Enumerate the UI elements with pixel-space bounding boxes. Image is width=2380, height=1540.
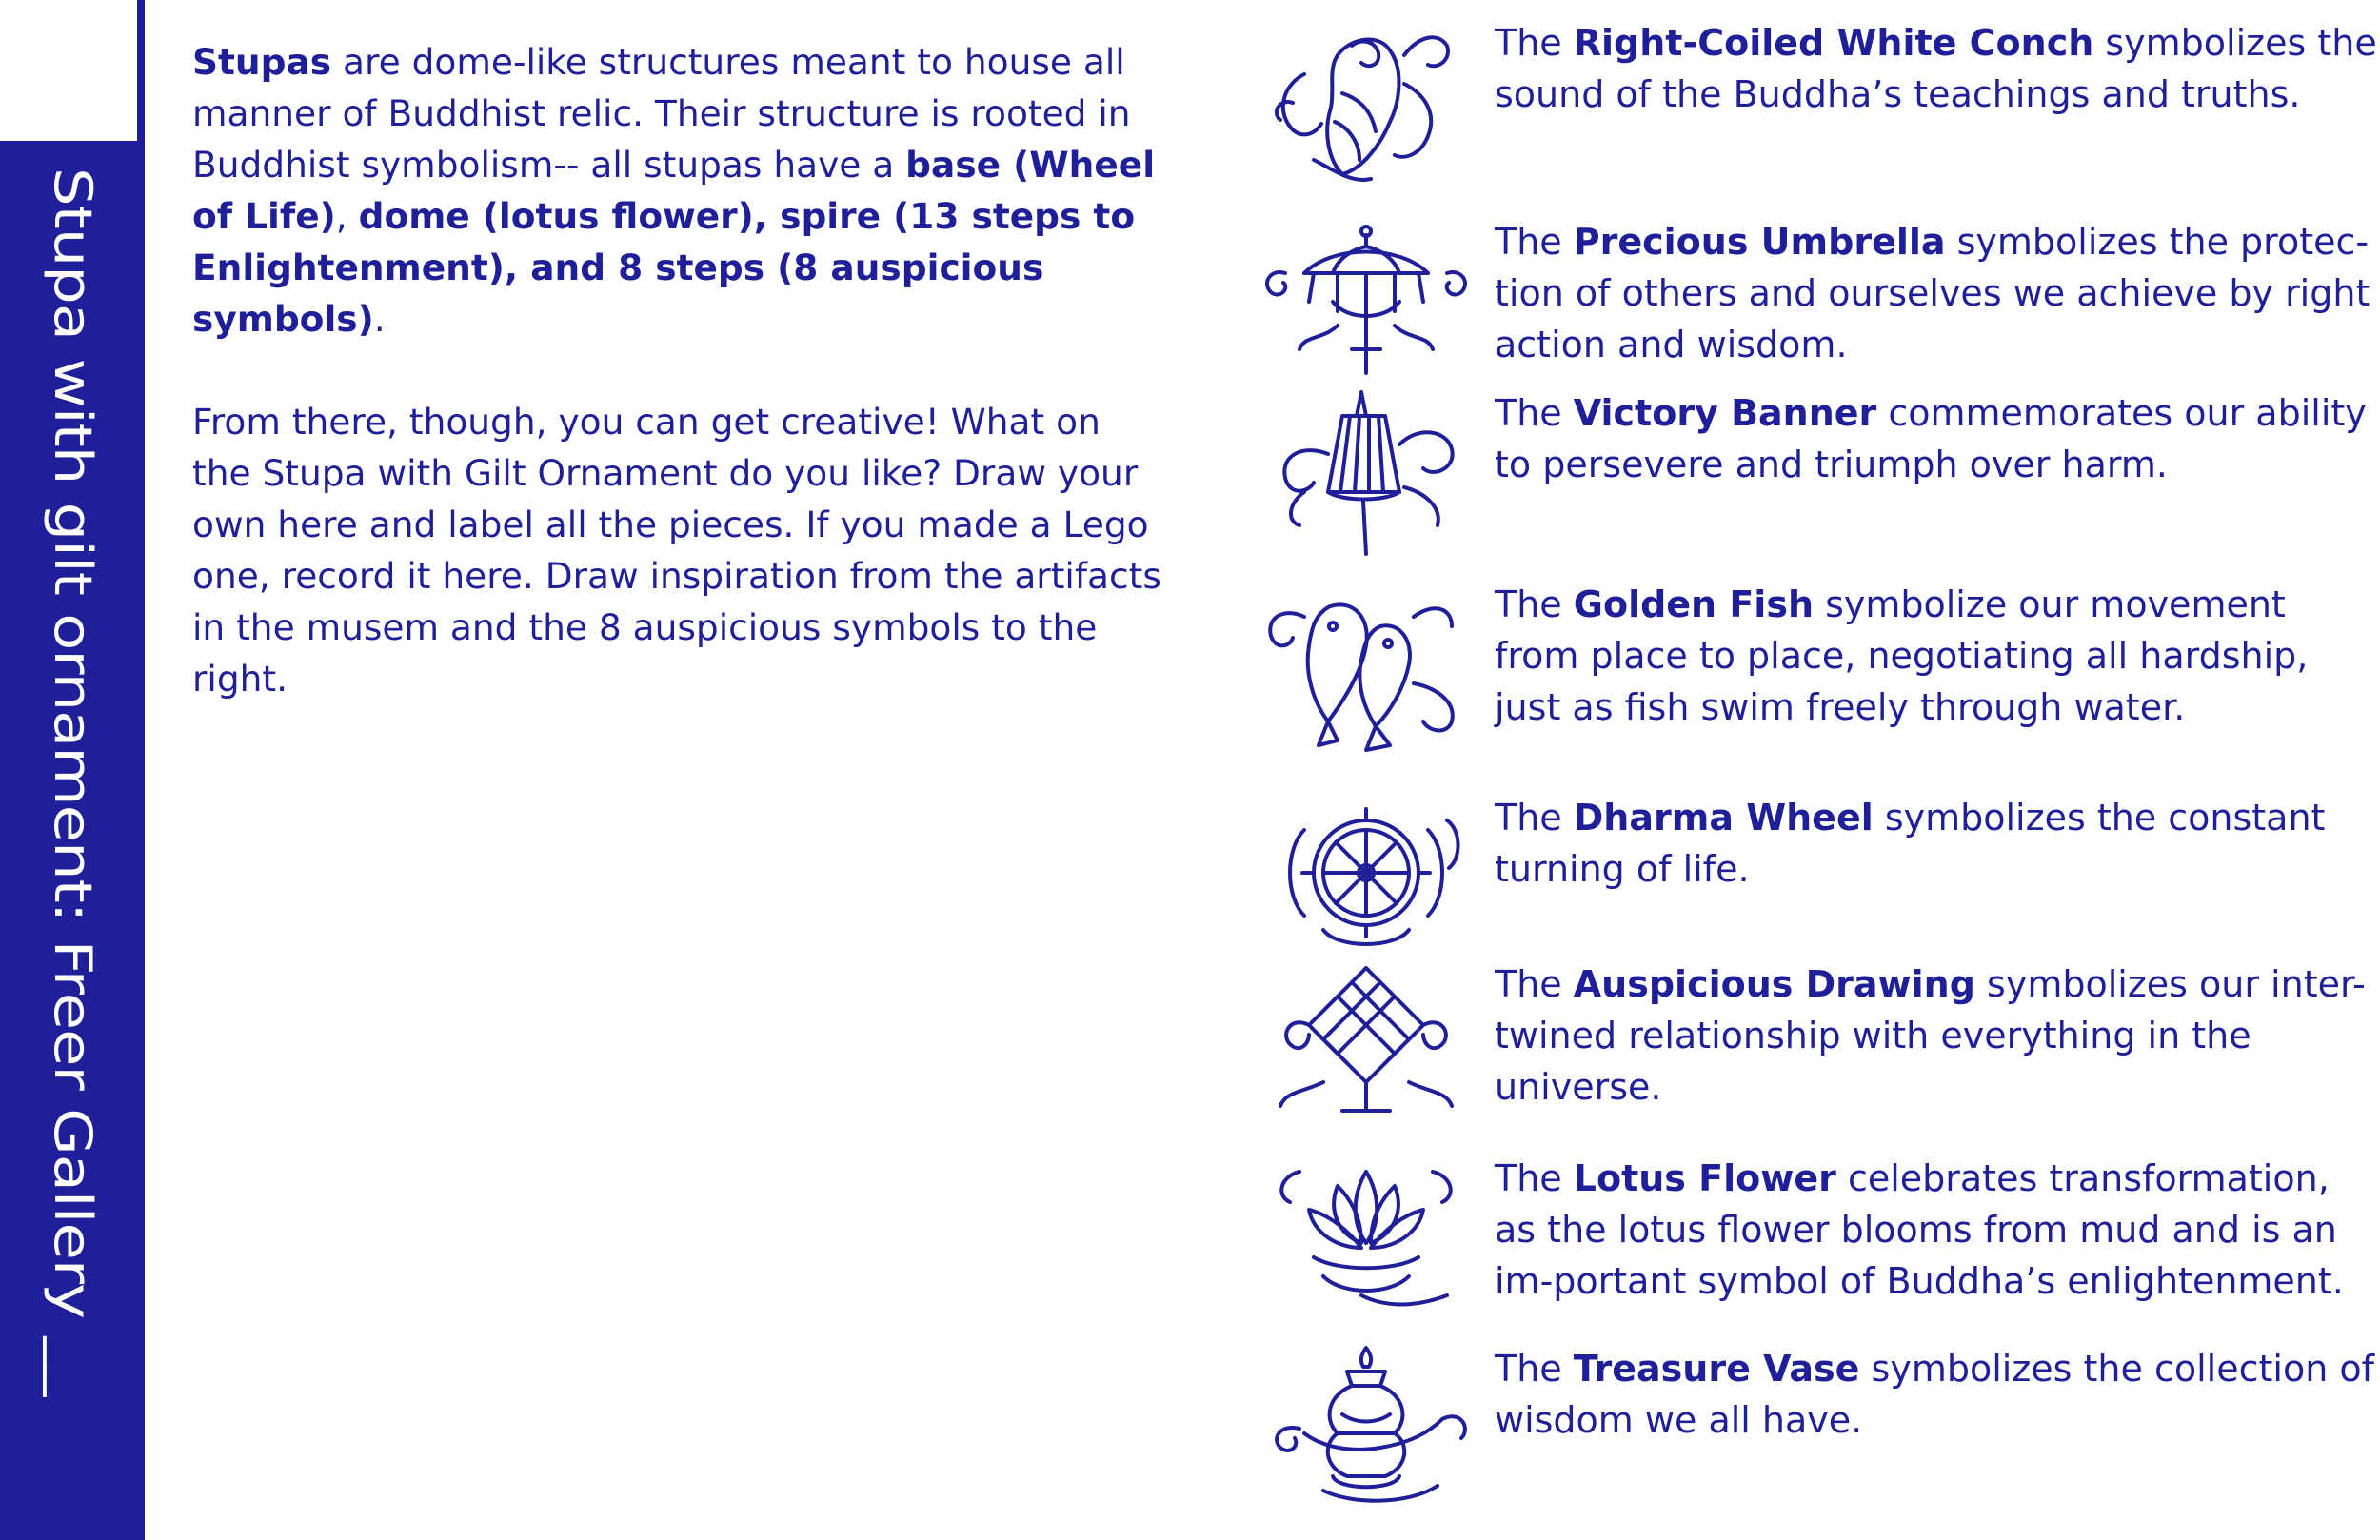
symbol-description — [1495, 1153, 2380, 1307]
symbols-list — [1228, 0, 2380, 1540]
side-title: Stupa with gilt ornament: Freer Gallery __ — [42, 168, 103, 1396]
symbol-desc-text: commemorates our ability to persevere and triumph over harm. — [1495, 392, 2367, 485]
endless-knot-icon — [1247, 958, 1485, 1135]
symbol-name: Lotus Flower — [1573, 1157, 1836, 1199]
symbol-name: Right-Coiled White Conch — [1573, 22, 2094, 64]
lotus-flower-icon — [1247, 1153, 1485, 1329]
golden-fish-icon — [1247, 579, 1485, 755]
symbol-description — [1495, 387, 2380, 490]
intro-paragraph-1 — [192, 36, 1163, 345]
symbol-desc-prefix: The — [1495, 1157, 1574, 1199]
intro-term-stupas: Stupas — [192, 41, 332, 83]
victory-banner-icon — [1247, 387, 1485, 563]
conch-icon — [1247, 17, 1485, 193]
symbol-description — [1495, 216, 2380, 370]
symbol-desc-prefix: The — [1495, 1348, 1574, 1390]
symbol-desc-text: symbolize our movement from place to place, negotiating all hardship, just as fish swim freely through water. — [1495, 583, 2309, 728]
symbol-name: Victory Banner — [1573, 392, 1877, 434]
symbol-description — [1495, 792, 2380, 895]
intro-text-run: are dome-like structures meant to house all manner of Buddhist relic. Their structure is rooted in Buddhist symbolism-- all stupas have a — [192, 41, 1131, 186]
symbol-desc-prefix: The — [1495, 221, 1574, 263]
symbol-desc-text: symbolizes the constant turning of life. — [1495, 797, 2326, 890]
symbol-description — [1495, 17, 2380, 120]
symbol-desc-prefix: The — [1495, 583, 1574, 625]
treasure-vase-icon — [1247, 1343, 1485, 1519]
symbol-desc-text: celebrates transformation, as the lotus flower blooms from mud and is an im-portant symbol of Buddha’s enlightenment. — [1495, 1157, 2344, 1302]
symbol-desc-prefix: The — [1495, 963, 1574, 1005]
intro-term-base: base (Wheel of Life) — [192, 144, 1156, 237]
banner-top-strip — [137, 0, 145, 145]
symbol-description — [1495, 1343, 2380, 1446]
intro-text-run: . — [373, 298, 386, 340]
symbol-description — [1495, 579, 2380, 733]
symbol-desc-prefix: The — [1495, 392, 1574, 434]
symbol-name: Precious Umbrella — [1573, 221, 1946, 263]
intro-text — [192, 36, 1163, 704]
symbol-desc-prefix: The — [1495, 797, 1574, 839]
symbol-desc-text: symbolizes the sound of the Buddha’s teachings and truths. — [1495, 22, 2377, 115]
symbol-desc-text: symbolizes the protec-tion of others and ourselves we achieve by right action and wisdom. — [1495, 221, 2370, 365]
symbol-desc-prefix: The — [1495, 22, 1574, 64]
symbol-desc-text: symbolizes our inter-twined relationship with everything in the universe. — [1495, 963, 2366, 1108]
side-banner — [0, 0, 145, 1540]
intro-text-run: , — [335, 195, 359, 237]
symbol-name: Auspicious Drawing — [1573, 963, 1975, 1005]
intro-paragraph-2: From there, though, you can get creative! What on the Stupa with Gilt Ornament do you like? Draw your own here and label all the pieces. If you made a Lego one, record it here. Draw inspiration from the artifacts in the musem and the 8 auspicious symbols to the right. — [192, 401, 1161, 700]
intro-term-dome-spire-steps: dome (lotus flower), spire (13 steps to Enlightenment), and 8 steps (8 auspicious symbols) — [192, 195, 1136, 340]
umbrella-icon — [1247, 216, 1485, 392]
symbol-desc-text: symbolizes the collection of wisdom we all have. — [1495, 1348, 2374, 1441]
dharma-wheel-icon — [1247, 792, 1485, 968]
symbol-description — [1495, 958, 2380, 1113]
symbol-name: Treasure Vase — [1573, 1348, 1860, 1390]
symbol-name: Dharma Wheel — [1573, 797, 1874, 839]
symbol-name: Golden Fish — [1573, 583, 1814, 625]
